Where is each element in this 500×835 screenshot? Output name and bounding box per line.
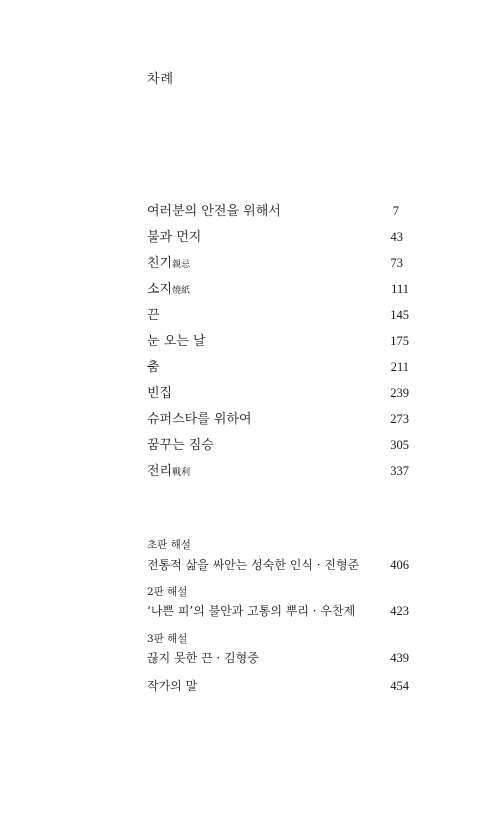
toc-entry[interactable]: [147, 382, 409, 402]
toc-entry-hanja: 戰利: [172, 468, 191, 478]
toc-entry-page: 239: [390, 386, 409, 400]
toc-entry-title: 여러분의 안전을 위해서: [147, 204, 281, 219]
toc-entry-title: 전리: [147, 464, 173, 479]
toc-entry-title: 소지: [147, 282, 173, 297]
toc-entry-title: 끈: [147, 308, 160, 323]
afterword-title: 작가의 말: [147, 679, 198, 693]
toc-entry[interactable]: [147, 434, 409, 454]
toc-entry-title: 빈집: [147, 386, 173, 401]
commentary-title: 끊지 못한 끈 · 김형중: [147, 651, 259, 665]
toc-entry-title: 슈퍼스타를 위하여: [147, 412, 252, 427]
toc-entry[interactable]: [147, 460, 409, 480]
toc-entry-page: 305: [390, 438, 409, 452]
toc-entry-title: 춤: [147, 360, 160, 375]
commentary-label: 2판 해설: [147, 586, 188, 598]
toc-entry[interactable]: [147, 200, 409, 220]
toc-entry-page: 211: [390, 360, 409, 374]
commentary-entry[interactable]: [147, 649, 409, 669]
commentary-title: ‘나쁜 피’의 불안과 고통의 뿌리 · 우찬제: [147, 604, 356, 618]
commentary-entry[interactable]: [147, 602, 409, 622]
toc-entry-title: 눈 오는 날: [147, 334, 206, 349]
commentary-entry[interactable]: [147, 556, 409, 576]
toc-entry-page: 43: [390, 230, 403, 244]
commentary-label: 3판 해설: [147, 633, 188, 645]
toc-entry-page: 73: [390, 256, 403, 270]
toc-entry-title: 불과 먼지: [147, 230, 202, 245]
commentary-page: 406: [390, 558, 409, 572]
toc-entry-page: 175: [390, 334, 409, 348]
commentary-page: 423: [390, 604, 409, 618]
toc-entry[interactable]: [147, 278, 409, 298]
afterword-page: 454: [390, 679, 409, 693]
commentary-title: 전통적 삶을 싸안는 성숙한 인식 · 진형준: [147, 558, 360, 572]
toc-entry-hanja: 親忌: [172, 260, 191, 270]
toc-entry-page: 273: [390, 412, 409, 426]
commentary-label: 초판 해설: [147, 539, 191, 551]
toc-entry-page: 7: [392, 204, 399, 218]
toc-entry-page: 145: [390, 308, 409, 322]
toc-entry-page: 111: [391, 282, 409, 296]
toc-entry[interactable]: [147, 304, 409, 324]
toc-entry-title: 꿈꾸는 짐승: [147, 438, 214, 453]
commentary-page: 439: [390, 651, 409, 665]
afterword-entry[interactable]: [147, 677, 409, 697]
toc-entry[interactable]: [147, 330, 409, 350]
toc-entry[interactable]: [147, 356, 409, 376]
toc-entry[interactable]: [147, 226, 409, 246]
toc-entry[interactable]: [147, 252, 409, 272]
toc-entry-title: 친기: [147, 256, 173, 271]
toc-entry[interactable]: [147, 408, 409, 428]
toc-entry-page: 337: [390, 464, 409, 478]
page-title: 차례: [147, 72, 175, 87]
toc-entry-hanja: 燒紙: [172, 286, 191, 296]
